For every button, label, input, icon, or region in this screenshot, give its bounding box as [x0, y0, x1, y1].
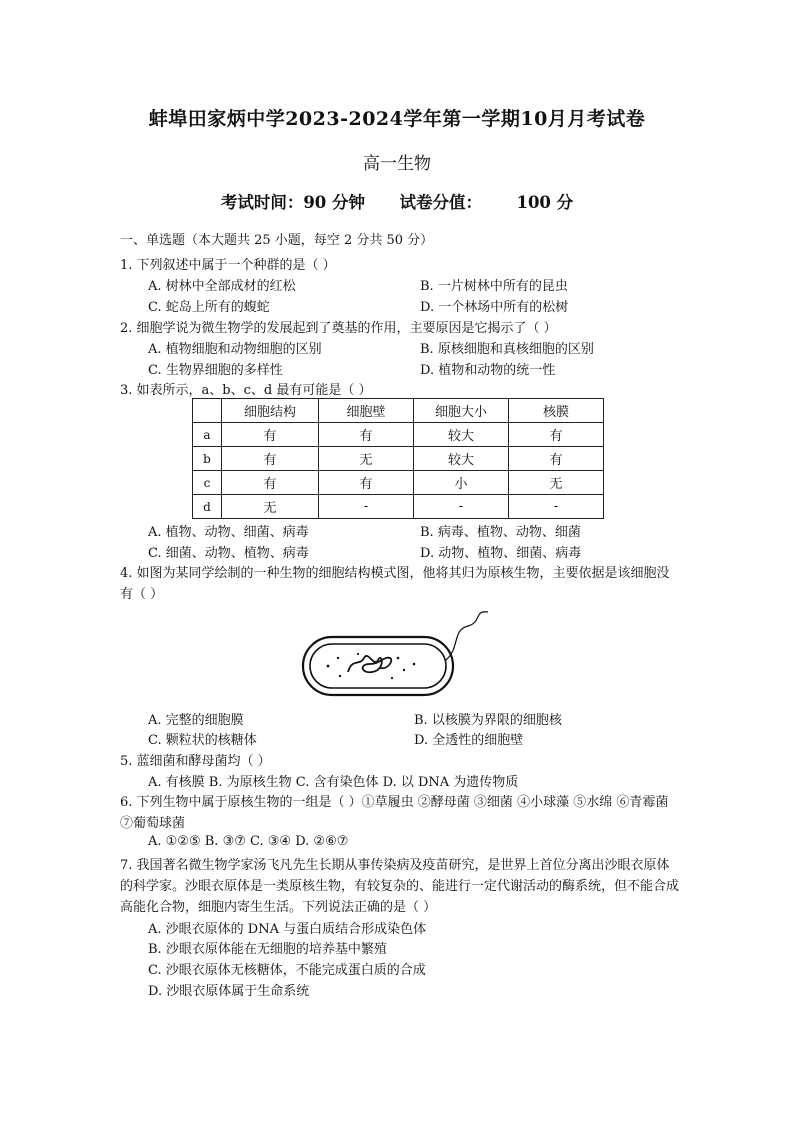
- table-cell: 无: [509, 471, 604, 495]
- question-7-option-a: A. 沙眼衣原体的 DNA 与蛋白质结合形成染色体: [148, 922, 427, 937]
- question-3-option-b: B. 病毒、植物、动物、细菌: [420, 525, 581, 540]
- question-7-stem: 7. 我国著名微生物学家汤飞凡先生长期从事传染病及疫苗研究，是世界上首位分离出沙眼衣原体的科学家。沙眼衣原体是一类原核生物，有较复杂的、能进行一定代谢活动的酶系统，但不能合成高能化合物，细胞内寄生生活。下列说法正确的是（ ）: [120, 858, 680, 915]
- table-cell: -: [509, 495, 604, 519]
- table-header-cell: 核膜: [509, 399, 604, 423]
- question-3-option-c: C. 细菌、动物、植物、病毒: [148, 546, 309, 561]
- table-corner-cell: [193, 399, 222, 423]
- table-cell: 有: [319, 471, 414, 495]
- table-cell: 有: [509, 447, 604, 471]
- question-1-option-b: B. 一片树林中所有的昆虫: [420, 279, 568, 294]
- exam-subject: 高一生物: [363, 154, 431, 174]
- table-row-label: b: [193, 447, 222, 471]
- table-header-cell: 细胞壁: [319, 399, 414, 423]
- question-2-option-b: B. 原核细胞和真核细胞的区别: [420, 342, 594, 357]
- question-6-options: A. ①②⑤ B. ③⑦ C. ③④ D. ②⑥⑦: [148, 834, 349, 849]
- question-1-option-a: A. 树林中全部成材的红松: [148, 279, 296, 294]
- table-cell: 较大: [414, 447, 509, 471]
- table-row: [193, 423, 604, 447]
- question-7-option-d: D. 沙眼衣原体属于生命系统: [148, 984, 310, 999]
- table-cell: 无: [319, 447, 414, 471]
- table-row: [193, 495, 604, 519]
- question-3-option-a: A. 植物、动物、细菌、病毒: [148, 525, 309, 540]
- table-cell: 有: [509, 423, 604, 447]
- table-row-label: c: [193, 471, 222, 495]
- question-4-option-a: A. 完整的细胞膜: [148, 713, 244, 728]
- question-5-options: A. 有核膜 B. 为原核生物 C. 含有染色体 D. 以 DNA 为遗传物质: [148, 775, 519, 790]
- question-7-option-c: C. 沙眼衣原体无核糖体，不能完成蛋白质的合成: [148, 963, 426, 978]
- exam-info: 考试时间：90 分钟 试卷分值： 100 分: [220, 193, 574, 212]
- table-header-cell: 细胞大小: [414, 399, 509, 423]
- prokaryotic-cell-diagram: [300, 608, 500, 703]
- question-4-option-d: D. 全透性的细胞壁: [414, 733, 524, 748]
- table-row-label: d: [193, 495, 222, 519]
- table-cell: 小: [414, 471, 509, 495]
- flagellum: [446, 612, 488, 660]
- section-heading: 一、单选题（本大题共 25 小题，每空 2 分共 50 分）: [120, 233, 434, 248]
- table-cell: -: [414, 495, 509, 519]
- ribosome-granules: [327, 653, 416, 679]
- question-1-stem: 1. 下列叙述中属于一个种群的是（ ）: [120, 258, 336, 273]
- question-5-stem: 5. 蓝细菌和酵母菌均（ ）: [120, 754, 271, 769]
- question-3-option-d: D. 动物、植物、细菌、病毒: [420, 546, 582, 561]
- table-cell: 有: [319, 423, 414, 447]
- table-cell: 无: [222, 495, 319, 519]
- question-2-option-a: A. 植物细胞和动物细胞的区别: [148, 342, 322, 357]
- question-4-option-b: B. 以核膜为界限的细胞核: [414, 713, 562, 728]
- question-2-option-c: C. 生物界细胞的多样性: [148, 363, 283, 378]
- nucleoid-dna: [348, 656, 391, 672]
- table-header-row: [193, 399, 604, 423]
- question-2-option-d: D. 植物和动物的统一性: [420, 363, 556, 378]
- table-header-cell: 细胞结构: [222, 399, 319, 423]
- cell-membrane-outline: [310, 644, 446, 688]
- question-2-stem: 2. 细胞学说为微生物学的发展起到了奠基的作用，主要原因是它揭示了（ ）: [120, 321, 557, 336]
- table-row: [193, 471, 604, 495]
- question-7-option-b: B. 沙眼衣原体能在无细胞的培养基中繁殖: [148, 942, 387, 957]
- table-cell: 有: [222, 423, 319, 447]
- question-6-stem: 6. 下列生物中属于原核生物的一组是（ ）①草履虫 ②酵母菌 ③细菌 ④小球藻 ⑤水绵 ⑥青霉菌 ⑦葡萄球菌: [120, 795, 669, 831]
- table-row: [193, 447, 604, 471]
- question-3-stem: 3. 如表所示，a、b、c、d 最有可能是（ ）: [120, 383, 372, 398]
- cell-comparison-table: [192, 398, 604, 519]
- question-4-option-c: C. 颗粒状的核糖体: [148, 733, 257, 748]
- table-cell: 较大: [414, 423, 509, 447]
- question-1-option-c: C. 蛇岛上所有的蝮蛇: [148, 300, 270, 315]
- table-cell: 有: [222, 447, 319, 471]
- question-1-option-d: D. 一个林场中所有的松树: [420, 300, 569, 315]
- exam-title: 蚌埠田家炳中学2023-2024学年第一学期10月月考试卷: [148, 108, 646, 130]
- table-cell: -: [319, 495, 414, 519]
- question-4-stem: 4. 如图为某同学绘制的一种生物的细胞结构模式图，他将其归为原核生物，主要依据是该细胞没有（ ）: [120, 566, 670, 602]
- table-cell: 有: [222, 471, 319, 495]
- table-row-label: a: [193, 423, 222, 447]
